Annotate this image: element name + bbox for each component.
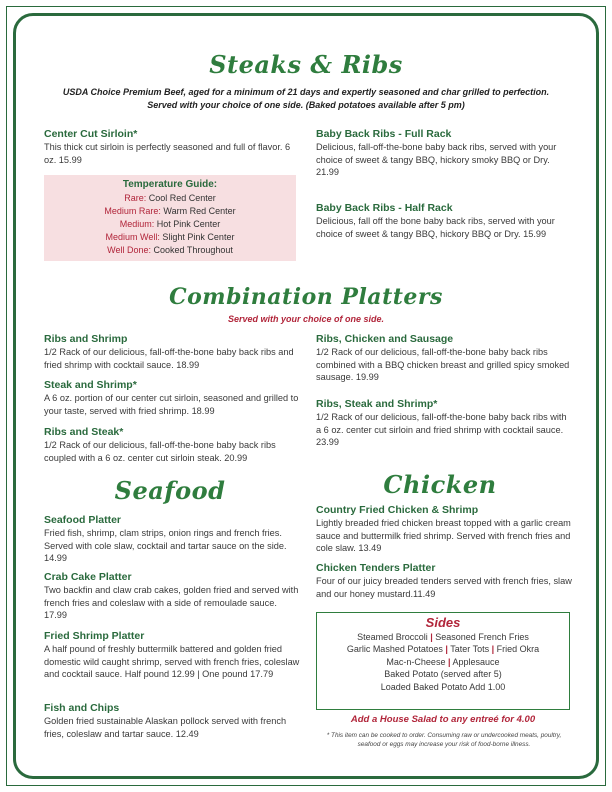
item-name: Fish and Chips [44, 702, 120, 714]
side-item: Applesauce [452, 656, 500, 667]
item-desc: 1/2 Rack of our delicious, fall-off-the-bone baby back ribs combined with a BBQ chicken breast and grilled spicy smoked sausage. 19.99 [316, 347, 570, 382]
item-name: Steak and Shrimp* [44, 379, 137, 391]
item-name: Ribs and Steak* [44, 426, 124, 438]
intro-line-2: Served with your choice of one side. (Baked potatoes available after 5 pm) [147, 100, 465, 110]
chicken-heading: Chicken [383, 470, 497, 499]
temp-value: Slight Pink Center [162, 232, 235, 242]
combos-note: Served with your choice of one side. [227, 314, 385, 324]
menu-item-ribs-steak [44, 425, 300, 464]
sides-box [316, 612, 570, 710]
side-item: Mac-n-Cheese [386, 656, 446, 667]
item-name: Baby Back Ribs - Full Rack [316, 128, 452, 140]
side-separator: | [447, 656, 451, 667]
item-name: Chicken Tenders Platter [316, 562, 436, 574]
temp-value: Cooked Throughout [153, 245, 233, 255]
side-item: Loaded Baked Potato Add 1.00 [380, 681, 506, 692]
temp-row [44, 218, 296, 231]
item-desc: This thick cut sirloin is perfectly seasoned and full of flavor. 6 oz. 15.99 [44, 142, 291, 165]
item-name: Crab Cake Platter [44, 571, 132, 583]
item-name: Fried Shrimp Platter [44, 630, 145, 642]
sides-title: Sides [425, 615, 461, 630]
item-desc: 1/2 Rack of our delicious, fall-off-the-bone baby back ribs with a 6 oz. center cut sirloin and fried shrimp with cocktail sauce. 23.99 [316, 412, 567, 447]
temp-label: Medium Well: [105, 232, 160, 242]
temp-row [44, 244, 296, 257]
item-name: Seafood Platter [44, 514, 122, 526]
sides-line [317, 631, 569, 644]
temperature-guide-title: Temperature Guide: [122, 179, 218, 190]
side-item: Garlic Mashed Potatoes [346, 644, 443, 654]
menu-item-fried-shrimp [44, 629, 302, 681]
temp-value: Cool Red Center [148, 193, 216, 203]
menu-item-seafood-platter [44, 513, 302, 565]
item-desc: Delicious, fall-off-the-bone baby back ribs, served with your choice of sweet & tangy BBQ, hickory smoky BBQ or Dry. 21.99 [316, 142, 557, 177]
menu-item-full-rack [316, 127, 570, 179]
menu-item-steak-shrimp [44, 378, 300, 417]
menu-item-sirloin [44, 127, 298, 166]
sides-line [317, 668, 569, 681]
item-name: Ribs, Steak and Shrimp* [316, 398, 438, 410]
side-item: Fried Okra [496, 644, 540, 654]
temp-label: Rare: [124, 193, 147, 203]
item-desc: Lightly breaded fried chicken breast topped with a garlic cream sauce and buttermilk fried shrimp. Served with french fries and cole slaw. 13.49 [316, 518, 571, 553]
menu-item-half-rack [316, 201, 570, 240]
temp-label: Well Done: [107, 245, 151, 255]
menu-item-ribs-chicken-sausage [316, 332, 572, 384]
item-name: Ribs, Chicken and Sausage [316, 333, 454, 345]
side-separator: | [430, 631, 433, 642]
combos-heading: Combination Platters [169, 284, 443, 310]
temperature-guide [44, 175, 296, 261]
side-item: Seasoned French Fries [435, 631, 529, 642]
side-item: Steamed Broccoli [357, 631, 428, 642]
menu-item-fish-chips [44, 701, 302, 740]
steaks-intro [40, 86, 572, 112]
item-desc: Delicious, fall off the bone baby back ribs, served with your choice of sweet & tangy BBQ, hickory BBQ or Dry. 15.99 [316, 216, 555, 239]
item-desc: 1/2 Rack of our delicious, fall-off-the-bone baby back ribs coupled with a 6 oz. center cut sirloin steak. 20.99 [44, 440, 276, 463]
item-name: Baby Back Ribs - Half Rack [316, 202, 453, 214]
menu-item-ribs-shrimp [44, 332, 300, 371]
item-desc: Two backfin and claw crab cakes, golden fried and served with french fries and coleslaw with a side of remoulade sauce. 17.99 [44, 585, 299, 620]
item-desc: A half pound of freshly buttermilk battered and golden fried domestic wild caught shrimp, served with french fries, coleslaw and cocktail sauce. Half pound 12.99 | One pound 17.79 [44, 644, 300, 679]
temp-label: Medium: [119, 219, 155, 229]
side-separator: | [445, 644, 448, 654]
sides-line [317, 681, 569, 694]
item-name: Country Fried Chicken & Shrimp [316, 504, 479, 516]
temp-row [44, 192, 296, 205]
side-item: Tater Tots [450, 644, 490, 654]
item-desc: Golden fried sustainable Alaskan pollock served with french fries, coleslaw and tartar sauce. 12.49 [44, 716, 287, 739]
steaks-heading: Steaks & Ribs [209, 50, 403, 79]
seafood-heading: Seafood [114, 476, 226, 505]
menu-item-crab-cake [44, 570, 302, 622]
temp-label: Medium Rare: [104, 206, 161, 216]
temp-row [44, 231, 296, 244]
item-name: Center Cut Sirloin* [44, 128, 138, 140]
side-separator: | [491, 644, 495, 654]
side-item: Baked Potato (served after 5) [384, 669, 502, 679]
menu-item-ribs-steak-shrimp [316, 397, 572, 449]
food-safety-disclaimer: * This item can be cooked to order. Consuming raw or undercooked meats, poultry, seafood or eggs may increase your risk of food-borne illness. [326, 732, 562, 748]
item-desc: Fried fish, shrimp, clam strips, onion rings and french fries. Served with cole slaw, cocktail and tartar sauce on the side. 14.99 [44, 528, 287, 563]
item-name: Ribs and Shrimp [44, 333, 128, 345]
menu-item-chicken-tenders [316, 561, 572, 600]
add-salad-note: Add a House Salad to any entreé for 4.00 [350, 714, 536, 725]
sides-line [317, 643, 569, 656]
item-desc: Four of our juicy breaded tenders served with french fries, slaw and our honey mustard.11.49 [316, 576, 572, 599]
temp-value: Hot Pink Center [156, 219, 221, 229]
temp-row [44, 205, 296, 218]
temp-value: Warm Red Center [163, 206, 236, 216]
item-desc: A 6 oz. portion of our center cut sirloin, seasoned and grilled to your taste, served with fried shrimp. 18.99 [44, 393, 299, 416]
menu-item-country-fried [316, 503, 572, 555]
intro-line-1: USDA Choice Premium Beef, aged for a minimum of 21 days and expertly seasoned and char grilled to perfection. [62, 87, 550, 97]
item-desc: 1/2 Rack of our delicious, fall-off-the-bone baby back ribs and fried shrimp with cocktail sauce. 18.99 [44, 347, 294, 370]
sides-line [317, 656, 569, 669]
